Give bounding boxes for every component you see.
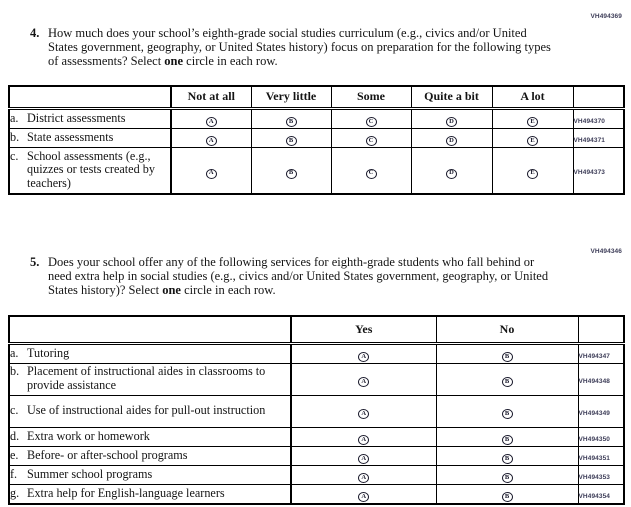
row-label: Use of instructional aides for pull-out instruction [27,403,266,418]
row-label: Tutoring [27,345,70,360]
answer-circle-d[interactable]: D [446,169,457,179]
question-4-text-start: How much does your school’s eighth-grade social studies curriculum (e.g., civics and/or United States government, geography, or United States history) focus on preparation for the following types of assessments? Select [48,26,551,69]
answer-circle-d[interactable]: D [446,136,457,146]
question-5-response-table [8,315,625,505]
answer-cell [436,465,578,484]
row-letter-prefix: g. [10,485,20,500]
row-label-cell [9,363,291,395]
row-letter-prefix: b. [10,364,20,379]
row-letter-prefix: d. [10,428,20,443]
q4-row-a [9,108,624,128]
row-label-cell [9,147,171,194]
question-5-text [48,255,554,298]
q5-row-a [9,343,624,363]
answer-circle-b[interactable]: B [286,117,297,127]
q5-row-b [9,363,624,395]
answer-circle-b[interactable]: B [286,136,297,146]
answer-cell [492,108,573,128]
row-code-cell [573,128,624,147]
row-label-cell [9,343,291,363]
answer-circle-e[interactable]: E [527,169,538,179]
answer-circle-a[interactable]: A [358,454,369,464]
row-label-cell [9,108,171,128]
answer-cell [492,147,573,194]
question-5-number: 5. [30,255,40,269]
q5-row-c [9,395,624,427]
answer-cell [291,465,436,484]
question-5-text-bold: one [162,283,181,298]
answer-cell [291,427,436,446]
row-code-cell [578,484,624,504]
q5-row-f [9,465,624,484]
question-4-vh-code: VH494369 [590,13,622,20]
row-label-cell [9,446,291,465]
row-code-cell [573,108,624,128]
row-code-cell [573,147,624,194]
row-letter-prefix: c. [10,403,19,418]
q4-column-header-very-little: Very little [251,86,331,108]
row-vh-code: VH494373 [573,169,606,177]
q4-code-column-header [573,86,624,108]
question-5-text-end: circle in each row. [180,283,276,298]
row-label-cell [9,128,171,147]
answer-circle-a[interactable]: A [358,473,369,483]
answer-cell [436,395,578,427]
row-vh-code: VH494353 [578,473,611,481]
answer-circle-b[interactable]: B [502,409,513,419]
row-code-cell [578,343,624,363]
row-vh-code: VH494347 [578,352,611,360]
answer-circle-e[interactable]: E [527,117,538,127]
answer-circle-d[interactable]: D [446,117,457,127]
answer-circle-b[interactable]: B [502,473,513,483]
question-5-text-start: Does your school offer any of the following services for eighth-grade students who fall behind or need extra help in social studies (e.g., civics and/or United States government, geography, or United States history)? Select [48,255,549,298]
q4-row-c [9,147,624,194]
answer-cell [291,343,436,363]
answer-circle-a[interactable]: A [206,169,217,179]
row-label: Extra work or homework [27,428,150,443]
question-4-text-end: circle in each row. [183,54,278,69]
answer-cell [291,484,436,504]
row-vh-code: VH494351 [578,454,611,462]
answer-cell [251,108,331,128]
answer-circle-a[interactable]: A [358,377,369,387]
q4-column-header-some: Some [331,86,411,108]
row-letter-prefix: a. [10,110,19,125]
answer-cell [331,128,411,147]
answer-cell [436,363,578,395]
question-4-number: 4. [30,26,40,40]
row-code-cell [578,363,624,395]
question-4-table-body [9,108,624,194]
row-label: Placement of instructional aides in classrooms to provide assistance [27,364,266,392]
q4-row-label-column-header [9,86,171,108]
answer-circle-c[interactable]: C [366,136,377,146]
answer-cell [331,147,411,194]
question-5 [30,255,554,298]
answer-circle-a[interactable]: A [206,117,217,127]
row-letter-prefix: f. [10,466,18,481]
q5-code-column-header [578,316,624,343]
row-letter-prefix: c. [10,148,19,163]
question-4-text-bold: one [164,54,184,69]
answer-circle-a[interactable]: A [358,352,369,362]
answer-cell [411,128,492,147]
answer-circle-b[interactable]: B [502,352,513,362]
row-label: State assessments [27,129,114,144]
answer-cell [436,343,578,363]
row-label: District assessments [27,110,126,125]
row-label: Summer school programs [27,466,153,481]
answer-circle-a[interactable]: A [206,136,217,146]
row-code-cell [578,427,624,446]
row-code-cell [578,395,624,427]
question-4-table-header [9,86,624,108]
answer-cell [171,128,251,147]
answer-cell [251,147,331,194]
q4-column-header-a-lot: A lot [492,86,573,108]
answer-circle-a[interactable]: A [358,409,369,419]
answer-cell [291,363,436,395]
row-code-cell [578,465,624,484]
answer-circle-c[interactable]: C [366,117,377,127]
answer-cell [436,446,578,465]
row-vh-code: VH494371 [573,136,606,144]
answer-circle-a[interactable]: A [358,435,369,445]
answer-circle-b[interactable]: B [502,377,513,387]
row-code-cell [578,446,624,465]
row-label-cell [9,427,291,446]
row-label-cell [9,484,291,504]
q4-column-header-quite-a-bit: Quite a bit [411,86,492,108]
row-letter-prefix: b. [10,129,20,144]
answer-circle-e[interactable]: E [527,136,538,146]
answer-cell [492,128,573,147]
row-vh-code: VH494370 [573,117,606,125]
q5-column-header-no: No [436,316,578,343]
answer-circle-a[interactable]: A [358,492,369,502]
q5-column-header-yes: Yes [291,316,436,343]
row-label: Before- or after-school programs [27,447,188,462]
answer-circle-b[interactable]: B [502,435,513,445]
answer-cell [291,446,436,465]
q4-column-header-not-at-all: Not at all [171,86,251,108]
q5-row-label-column-header [9,316,291,343]
q5-row-e [9,446,624,465]
row-label-cell [9,465,291,484]
q5-row-g [9,484,624,504]
question-4-text [48,26,554,69]
row-vh-code: VH494354 [578,492,611,500]
row-label-cell [9,395,291,427]
row-vh-code: VH494348 [578,378,611,385]
answer-cell [331,108,411,128]
answer-cell [411,108,492,128]
answer-cell [171,108,251,128]
answer-cell [411,147,492,194]
answer-cell [251,128,331,147]
row-vh-code: VH494350 [578,435,611,443]
answer-cell [436,484,578,504]
answer-circle-b[interactable]: B [502,492,513,502]
row-label: School assessments (e.g., quizzes or tests created by teachers) [27,148,155,191]
answer-circle-b[interactable]: B [502,454,513,464]
row-letter-prefix: a. [10,345,19,360]
answer-cell [291,395,436,427]
answer-circle-b[interactable]: B [286,169,297,179]
row-vh-code: VH494349 [578,410,611,417]
row-label: Extra help for English-language learners [27,485,225,500]
q4-row-b [9,128,624,147]
q5-row-d [9,427,624,446]
answer-cell [171,147,251,194]
question-5-table-body [9,343,624,504]
question-5-table-header [9,316,624,343]
question-4 [30,26,554,69]
answer-circle-c[interactable]: C [366,169,377,179]
answer-cell [436,427,578,446]
question-5-vh-code: VH494346 [590,248,622,255]
row-letter-prefix: e. [10,447,19,462]
question-4-response-table [8,85,625,195]
